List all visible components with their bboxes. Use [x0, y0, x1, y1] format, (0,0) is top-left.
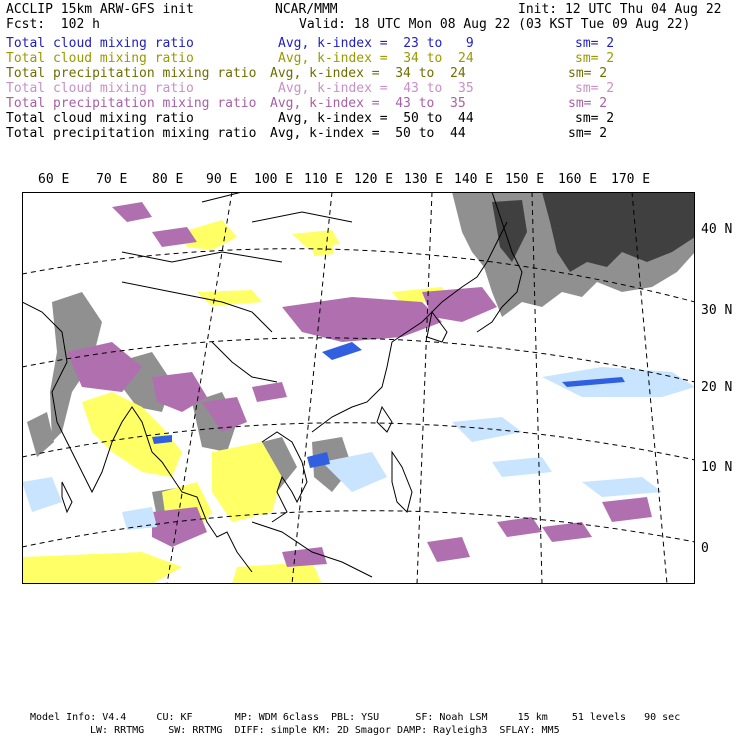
field-label: Total cloud mixing ratio	[6, 81, 194, 96]
valid-time: Valid: 18 UTC Mon 08 Aug 22 (03 KST Tue 09 Aug 22)	[299, 17, 691, 32]
field-avg: Avg, k-index = 34 to 24	[278, 51, 474, 66]
field-avg: Avg, k-index = 50 to 44	[278, 111, 474, 126]
lon-label: 110 E	[304, 172, 344, 187]
lon-label: 150 E	[505, 172, 545, 187]
lat-label: 0	[701, 541, 709, 556]
field-label: Total precipitation mixing ratio	[6, 96, 257, 111]
field-avg: Avg, k-index = 23 to 9	[278, 36, 474, 51]
field-avg: Avg, k-index = 43 to 35	[278, 81, 474, 96]
lon-label: 130 E	[404, 172, 444, 187]
lon-label: 100 E	[254, 172, 294, 187]
field-label: Total precipitation mixing ratio	[6, 126, 257, 141]
field-avg: Avg, k-index = 50 to 44	[270, 126, 466, 141]
lat-label: 40 N	[701, 222, 733, 237]
lat-label: 30 N	[701, 303, 733, 318]
field-smoothing: sm= 2	[568, 96, 608, 111]
model-title: ACCLIP 15km ARW-GFS init	[6, 2, 194, 17]
field-label: Total cloud mixing ratio	[6, 36, 194, 51]
field-smoothing: sm= 2	[575, 36, 615, 51]
field-smoothing: sm= 2	[575, 81, 615, 96]
lon-label: 170 E	[611, 172, 651, 187]
field-label: Total precipitation mixing ratio	[6, 66, 257, 81]
field-smoothing: sm= 2	[568, 126, 608, 141]
field-avg: Avg, k-index = 43 to 35	[270, 96, 466, 111]
field-avg: Avg, k-index = 34 to 24	[270, 66, 466, 81]
weather-map	[22, 192, 695, 584]
field-smoothing: sm= 2	[575, 111, 615, 126]
lon-label: 80 E	[152, 172, 184, 187]
lat-label: 10 N	[701, 460, 733, 475]
forecast-hour: Fcst: 102 h	[6, 17, 100, 32]
lon-label: 140 E	[454, 172, 494, 187]
field-smoothing: sm= 2	[575, 51, 615, 66]
model-info-line2: LW: RRTMG SW: RRTMG DIFF: simple KM: 2D Smagor DAMP: Rayleigh3 SFLAY: MM5	[90, 725, 560, 736]
institution-label: NCAR/MMM	[275, 2, 338, 17]
field-smoothing: sm= 2	[568, 66, 608, 81]
lon-label: 90 E	[206, 172, 238, 187]
lon-label: 120 E	[354, 172, 394, 187]
lat-label: 20 N	[701, 380, 733, 395]
init-time: Init: 12 UTC Thu 04 Aug 22	[518, 2, 722, 17]
lon-label: 60 E	[38, 172, 70, 187]
field-label: Total cloud mixing ratio	[6, 51, 194, 66]
lon-label: 160 E	[558, 172, 598, 187]
lon-label: 70 E	[96, 172, 128, 187]
field-label: Total cloud mixing ratio	[6, 111, 194, 126]
model-info-line1: Model Info: V4.4 CU: KF MP: WDM 6class PBL: YSU SF: Noah LSM 15 km 51 levels 90 sec	[30, 712, 681, 723]
